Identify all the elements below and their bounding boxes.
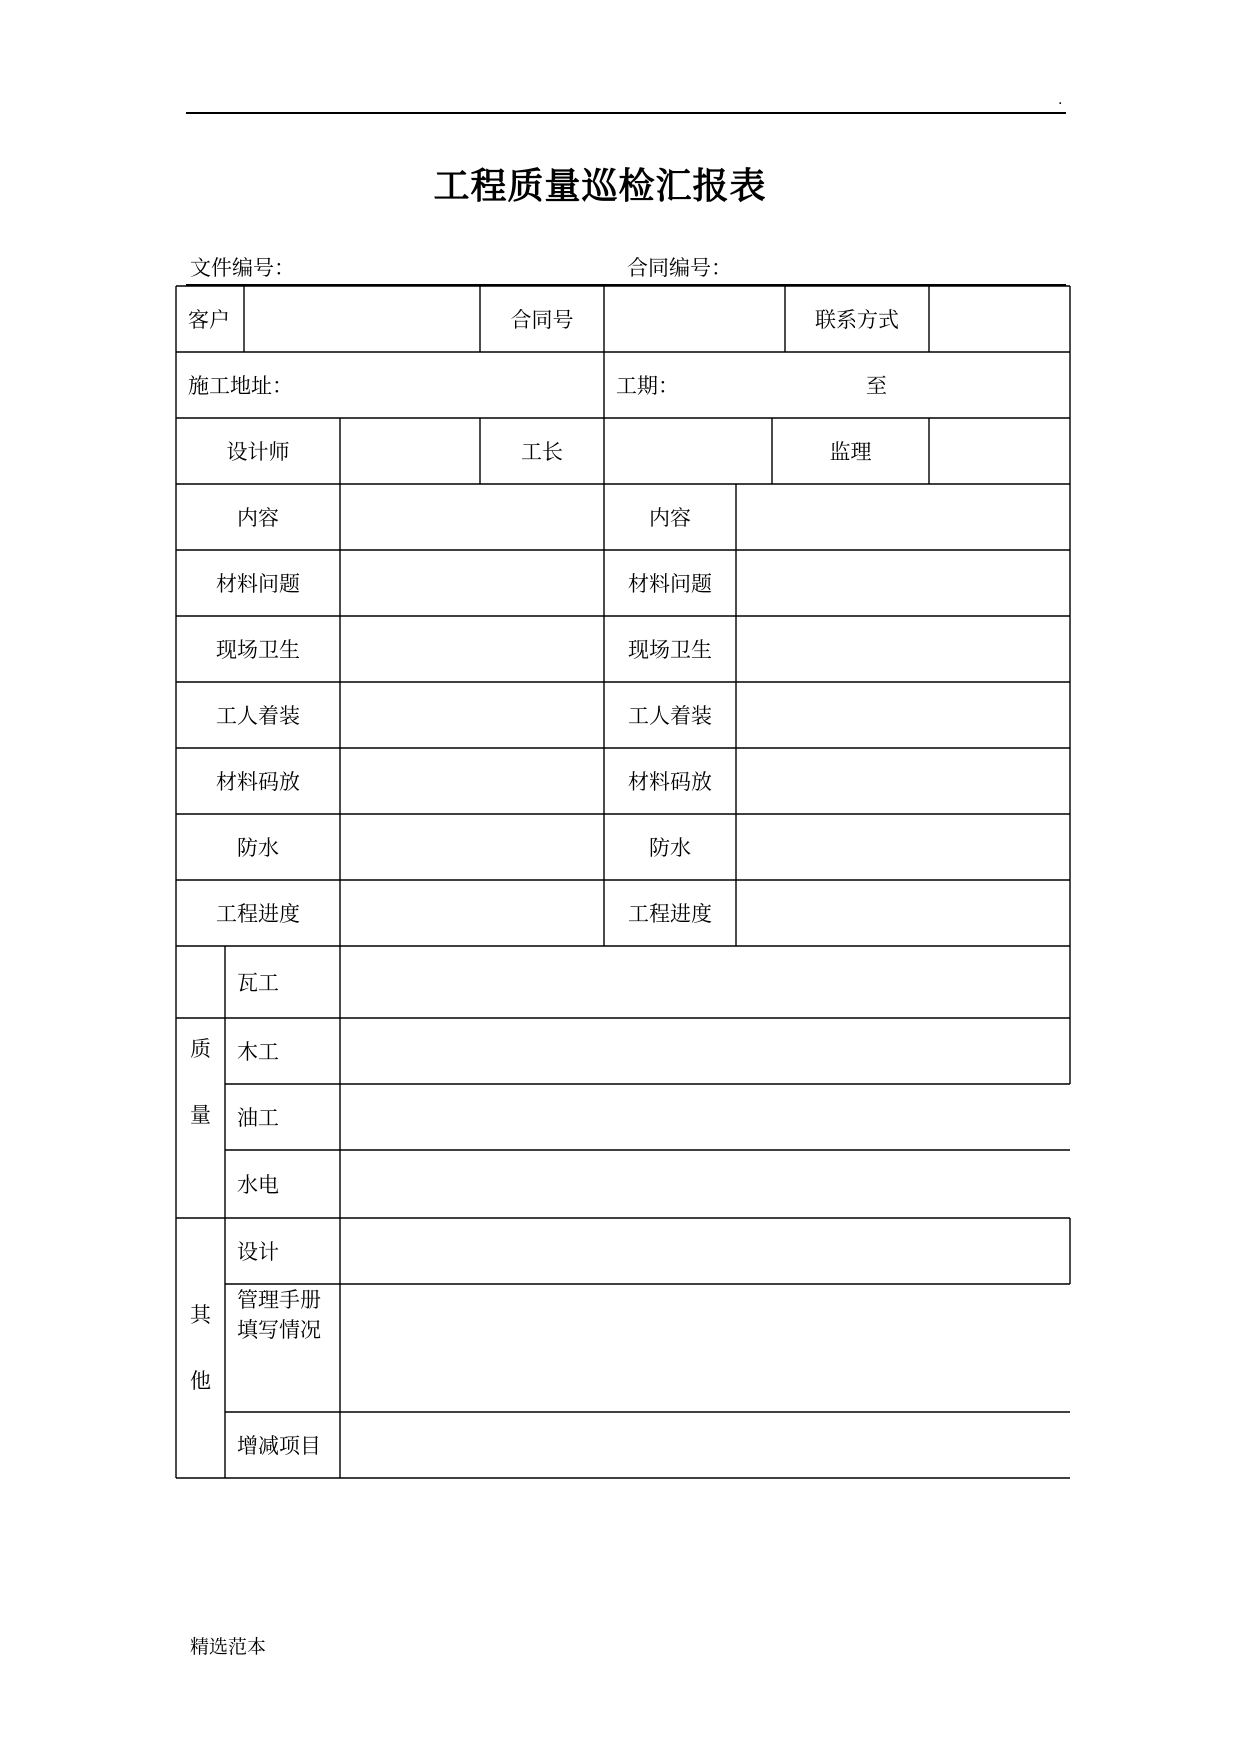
other-manual-line-2: 填写情况 bbox=[237, 1318, 321, 1342]
contract-label: 合同号 bbox=[510, 308, 574, 332]
footer-text: 精选范本 bbox=[190, 1636, 267, 1658]
address-label: 施工地址： bbox=[188, 374, 293, 398]
quality-item-tile: 瓦工 bbox=[237, 971, 279, 995]
supervisor-label: 监理 bbox=[829, 440, 872, 464]
period-label: 工期： bbox=[616, 374, 679, 398]
check-label-material-left: 材料问题 bbox=[216, 572, 300, 596]
check-label-stacking-left: 材料码放 bbox=[216, 770, 300, 794]
check-label-progress-left: 工程进度 bbox=[216, 902, 300, 926]
other-section-label bbox=[176, 1218, 225, 1478]
quality-section-label bbox=[176, 946, 225, 1218]
file-number-label: 文件编号： bbox=[190, 256, 295, 280]
period-to-label: 至 bbox=[866, 374, 887, 398]
check-label-waterproof-left: 防水 bbox=[237, 836, 279, 860]
check-label-content-left: 内容 bbox=[237, 506, 279, 530]
other-item-design: 设计 bbox=[237, 1240, 279, 1264]
customer-label: 客户 bbox=[188, 308, 230, 332]
check-label-hygiene-right: 现场卫生 bbox=[628, 638, 712, 662]
quality-label-2: 量 bbox=[190, 1103, 211, 1127]
quality-label-1: 质 bbox=[190, 1037, 211, 1061]
quality-item-painting: 油工 bbox=[237, 1106, 279, 1130]
contract-number-label: 合同编号： bbox=[627, 256, 732, 280]
contact-field[interactable] bbox=[929, 286, 1070, 352]
check-label-material-right: 材料问题 bbox=[628, 572, 712, 596]
other-manual-line-1: 管理手册 bbox=[237, 1288, 321, 1312]
page-title: 工程质量巡检汇报表 bbox=[433, 165, 767, 207]
designer-field[interactable] bbox=[340, 418, 480, 484]
foreman-label: 工长 bbox=[521, 440, 563, 464]
quality-item-carpentry: 木工 bbox=[237, 1040, 279, 1064]
other-item-manual bbox=[225, 1284, 340, 1412]
check-label-waterproof-right: 防水 bbox=[649, 836, 691, 860]
designer-label: 设计师 bbox=[226, 440, 290, 464]
other-item-changes: 增减项目 bbox=[237, 1434, 321, 1458]
header-dot: . bbox=[1058, 92, 1063, 108]
check-label-content-right: 内容 bbox=[649, 506, 691, 530]
check-label-attire-left: 工人着装 bbox=[216, 704, 300, 728]
customer-field[interactable] bbox=[244, 286, 480, 352]
other-label-1: 其 bbox=[190, 1303, 211, 1327]
other-label-2: 他 bbox=[190, 1369, 211, 1393]
check-label-hygiene-left: 现场卫生 bbox=[216, 638, 300, 662]
check-label-progress-right: 工程进度 bbox=[628, 902, 712, 926]
contract-field[interactable] bbox=[604, 286, 785, 352]
foreman-field[interactable] bbox=[604, 418, 772, 484]
contact-label: 联系方式 bbox=[815, 308, 899, 332]
quality-item-plumbing-electric: 水电 bbox=[237, 1173, 279, 1197]
check-label-attire-right: 工人着装 bbox=[628, 704, 712, 728]
check-label-stacking-right: 材料码放 bbox=[628, 770, 712, 794]
supervisor-field[interactable] bbox=[929, 418, 1070, 484]
